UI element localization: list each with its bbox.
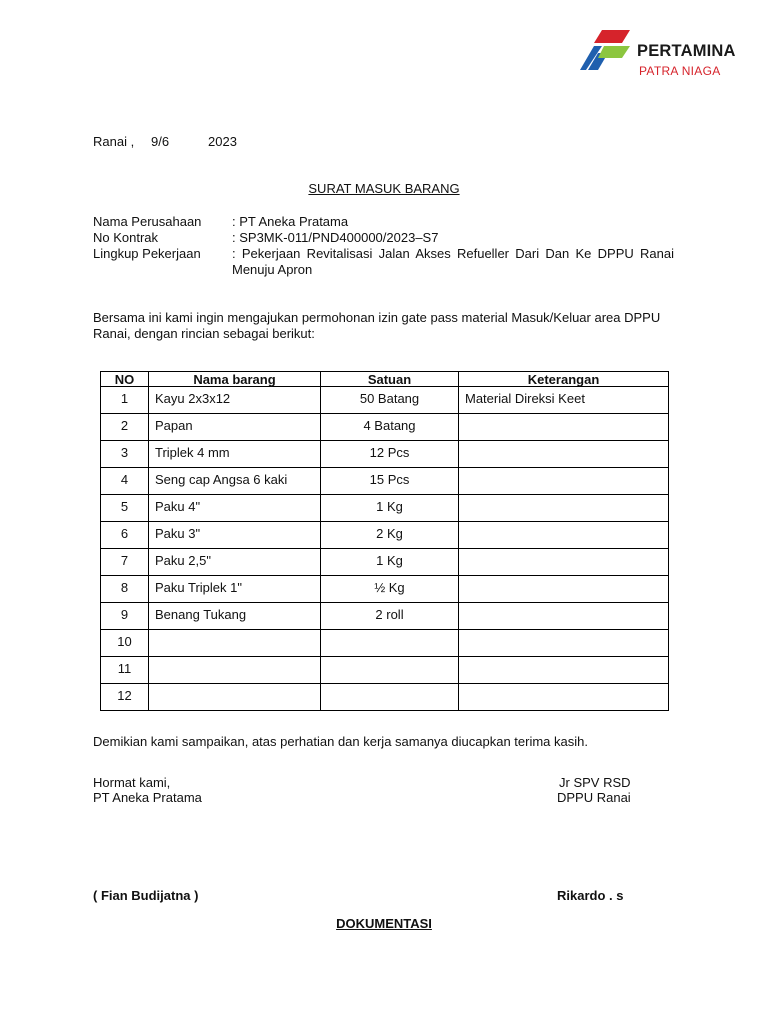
cell-nama-barang: Paku 4" [149, 495, 321, 522]
table-row [101, 684, 669, 711]
cell-satuan: 1 Kg [321, 495, 459, 522]
table-row [101, 468, 669, 495]
signer-left-name: ( Fian Budijatna ) [93, 888, 199, 903]
header-keterangan: Keterangan [459, 372, 669, 387]
cell-nama-barang: Papan [149, 414, 321, 441]
header-nama-barang: Nama barang [149, 372, 321, 387]
cell-keterangan: Material Direksi Keet [459, 387, 669, 414]
signature-left [93, 775, 202, 805]
cell-nama-barang: Triplek 4 mm [149, 441, 321, 468]
field-value-company: : PT Aneka Pratama [232, 214, 349, 229]
cell-satuan [321, 657, 459, 684]
header-satuan: Satuan [321, 372, 459, 387]
signature-right-position: Jr SPV RSD [559, 775, 631, 790]
cell-no: 3 [101, 441, 149, 468]
logo-brand-text: PERTAMINA [637, 42, 736, 60]
table-row [101, 549, 669, 576]
table-row [101, 576, 669, 603]
signature-right [557, 775, 631, 805]
table-row [101, 657, 669, 684]
cell-satuan: 2 roll [321, 603, 459, 630]
logo-sub-text: PATRA NIAGA [639, 64, 721, 78]
cell-no: 12 [101, 684, 149, 711]
cell-keterangan [459, 495, 669, 522]
field-label-scope: Lingkup Pekerjaan [93, 246, 201, 261]
cell-keterangan [459, 549, 669, 576]
cell-no: 1 [101, 387, 149, 414]
cell-no: 9 [101, 603, 149, 630]
cell-satuan: ½ Kg [321, 576, 459, 603]
cell-keterangan [459, 603, 669, 630]
date-year: 2023 [208, 134, 237, 149]
cell-keterangan [459, 522, 669, 549]
documentation-heading: DOKUMENTASI [336, 916, 432, 931]
closing-sentence: Demikian kami sampaikan, atas perhatian dan kerja samanya diucapkan terima kasih. [93, 734, 588, 749]
cell-no: 10 [101, 630, 149, 657]
cell-nama-barang: Seng cap Angsa 6 kaki [149, 468, 321, 495]
cell-nama-barang [149, 630, 321, 657]
cell-keterangan [459, 684, 669, 711]
cell-keterangan [459, 657, 669, 684]
cell-no: 4 [101, 468, 149, 495]
cell-no: 6 [101, 522, 149, 549]
cell-keterangan [459, 630, 669, 657]
company-logo [580, 28, 750, 78]
cell-satuan [321, 630, 459, 657]
table-row [101, 522, 669, 549]
cell-keterangan [459, 576, 669, 603]
cell-nama-barang: Paku 2,5" [149, 549, 321, 576]
table-row [101, 414, 669, 441]
signer-right-name: Rikardo . s [557, 888, 624, 903]
table-row [101, 441, 669, 468]
table-row [101, 630, 669, 657]
cell-nama-barang: Benang Tukang [149, 603, 321, 630]
signature-left-greeting: Hormat kami, [93, 775, 171, 790]
header-no: NO [101, 372, 149, 387]
document-title: SURAT MASUK BARANG [308, 181, 460, 196]
cell-no: 7 [101, 549, 149, 576]
field-label-contract: No Kontrak [93, 230, 159, 245]
cell-nama-barang: Paku Triplek 1" [149, 576, 321, 603]
table-row [101, 387, 669, 414]
field-value-scope: : Pekerjaan Revitalisasi Jalan Akses Refueller Dari Dan Ke DPPU Ranai Menuju Apron [232, 246, 674, 277]
cell-nama-barang [149, 657, 321, 684]
pertamina-emblem-icon [580, 30, 632, 72]
intro-paragraph: Bersama ini kami ingin mengajukan permohonan izin gate pass material Masuk/Keluar area DPPU Ranai, dengan rincian sebagai berikut: [93, 310, 661, 341]
table-header-row [101, 372, 669, 387]
cell-keterangan [459, 468, 669, 495]
cell-satuan: 50 Batang [321, 387, 459, 414]
table-row [101, 495, 669, 522]
date-place: Ranai , [93, 134, 135, 149]
signature-left-company: PT Aneka Pratama [93, 790, 202, 805]
cell-satuan: 2 Kg [321, 522, 459, 549]
cell-no: 11 [101, 657, 149, 684]
cell-nama-barang: Kayu 2x3x12 [149, 387, 321, 414]
cell-satuan [321, 684, 459, 711]
cell-nama-barang [149, 684, 321, 711]
cell-satuan: 1 Kg [321, 549, 459, 576]
date-day-month: 9/6 [151, 134, 170, 149]
table-row [101, 603, 669, 630]
signature-right-unit: DPPU Ranai [557, 790, 631, 805]
cell-keterangan [459, 414, 669, 441]
cell-satuan: 12 Pcs [321, 441, 459, 468]
cell-nama-barang: Paku 3" [149, 522, 321, 549]
cell-keterangan [459, 441, 669, 468]
field-value-contract: : SP3MK-011/PND400000/2023–S7 [232, 230, 439, 245]
cell-satuan: 15 Pcs [321, 468, 459, 495]
cell-no: 8 [101, 576, 149, 603]
items-table [100, 371, 669, 711]
cell-no: 5 [101, 495, 149, 522]
field-label-company: Nama Perusahaan [93, 214, 202, 229]
cell-satuan: 4 Batang [321, 414, 459, 441]
table-body [101, 387, 669, 711]
cell-no: 2 [101, 414, 149, 441]
